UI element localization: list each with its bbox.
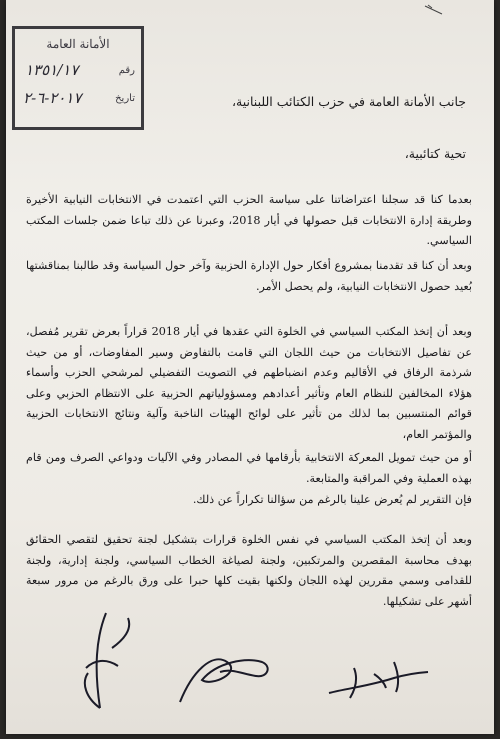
letter-page — [6, 0, 494, 734]
stamp-number-label: رقم — [118, 65, 135, 76]
paragraph-report-decision: وبعد أن إتخذ المكتب السياسي في الخلوة التي عقدها في أيار 2018 قراراً بعرض تقرير مُفصل، عن تفاصيل الانتخابات من حيث اللجان التي قامت بالتفاوض وسير المفاوضات، أو من حيث شرذمة الرفاق في الأقاليم وعدم انضباطهم في التصويت التفضيلي لمرشحي الحزب وأسماء هؤلاء المخالفين للنظام العام وتأثير أعدادهم ومسؤولياتهم الحزبية على الانتظام الحزبي وعلى قوائم المنتسبين بما لذلك من تأثير على لوائح الهيئات الناخبة وآلية ونتائج الانتخابات الحزبية والمؤتمر العام، — [26, 325, 472, 441]
paragraph-objections: بعدما كنا قد سجلنا اعتراضاتنا على سياسة الحزب التي اعتمدت في الانتخابات النيابية الأخيرة وطريقة إدارة الانتخابات قبل حصولها في أيار 2018، وعبرنا عن ذلك تباعا ضمن جلسات المكتب السياسي. — [26, 193, 472, 247]
pen-mark — [424, 4, 444, 16]
stamp-date-label: تاريخ — [115, 93, 135, 104]
greeting-line: تحية كتائبية، — [404, 146, 466, 161]
registry-stamp — [12, 26, 144, 130]
paragraph-report-not-presented: فإن التقرير لم يُعرض علينا بالرغم من سؤالنا تكراراً عن ذلك. — [192, 493, 472, 506]
stamp-number-handwritten: ١٣٥١/١٧ — [25, 61, 79, 79]
signature-left — [66, 608, 146, 718]
paragraph-funding: أو من حيث تمويل المعركة الانتخابية بأرقامها في المصادر وفي الآليات ودواعي الصرف ومن قام بهذه العملية وفي المراقبة والمتابعة. — [26, 451, 472, 485]
recipient-line: جانب الأمانة العامة في حزب الكتائب اللبنانية، — [232, 94, 466, 109]
signature-middle — [172, 632, 282, 712]
stamp-date-handwritten: ٢٠١٧-٦-٢ — [23, 89, 82, 107]
paragraph-proposals: وبعد أن كنا قد تقدمنا بمشروع أفكار حول الإدارة الحزبية وآخر حول السياسة وقد طالبنا بمناقشتها بُعيد حصول الانتخابات النيابية، ولم يحصل الأمر. — [26, 259, 472, 293]
paragraph-committees: وبعد أن إتخذ المكتب السياسي في نفس الخلوة قرارات بتشكيل لجنة تحقيق لتقصي الحقائق بهدف محاسبة المقصرين والمرتكبين، ولجنة لصياغة الخطاب السياسي، ولجنة إدارية، ولجنة للقدامى وسمي مقررين لهذه اللجان ولكنها بقيت كلها حبرا على ورق بالرغم من مرور سبعة أشهر على تشكيلها. — [26, 533, 472, 608]
signature-right — [324, 648, 434, 708]
stamp-title: الأمانة العامة — [46, 37, 110, 51]
